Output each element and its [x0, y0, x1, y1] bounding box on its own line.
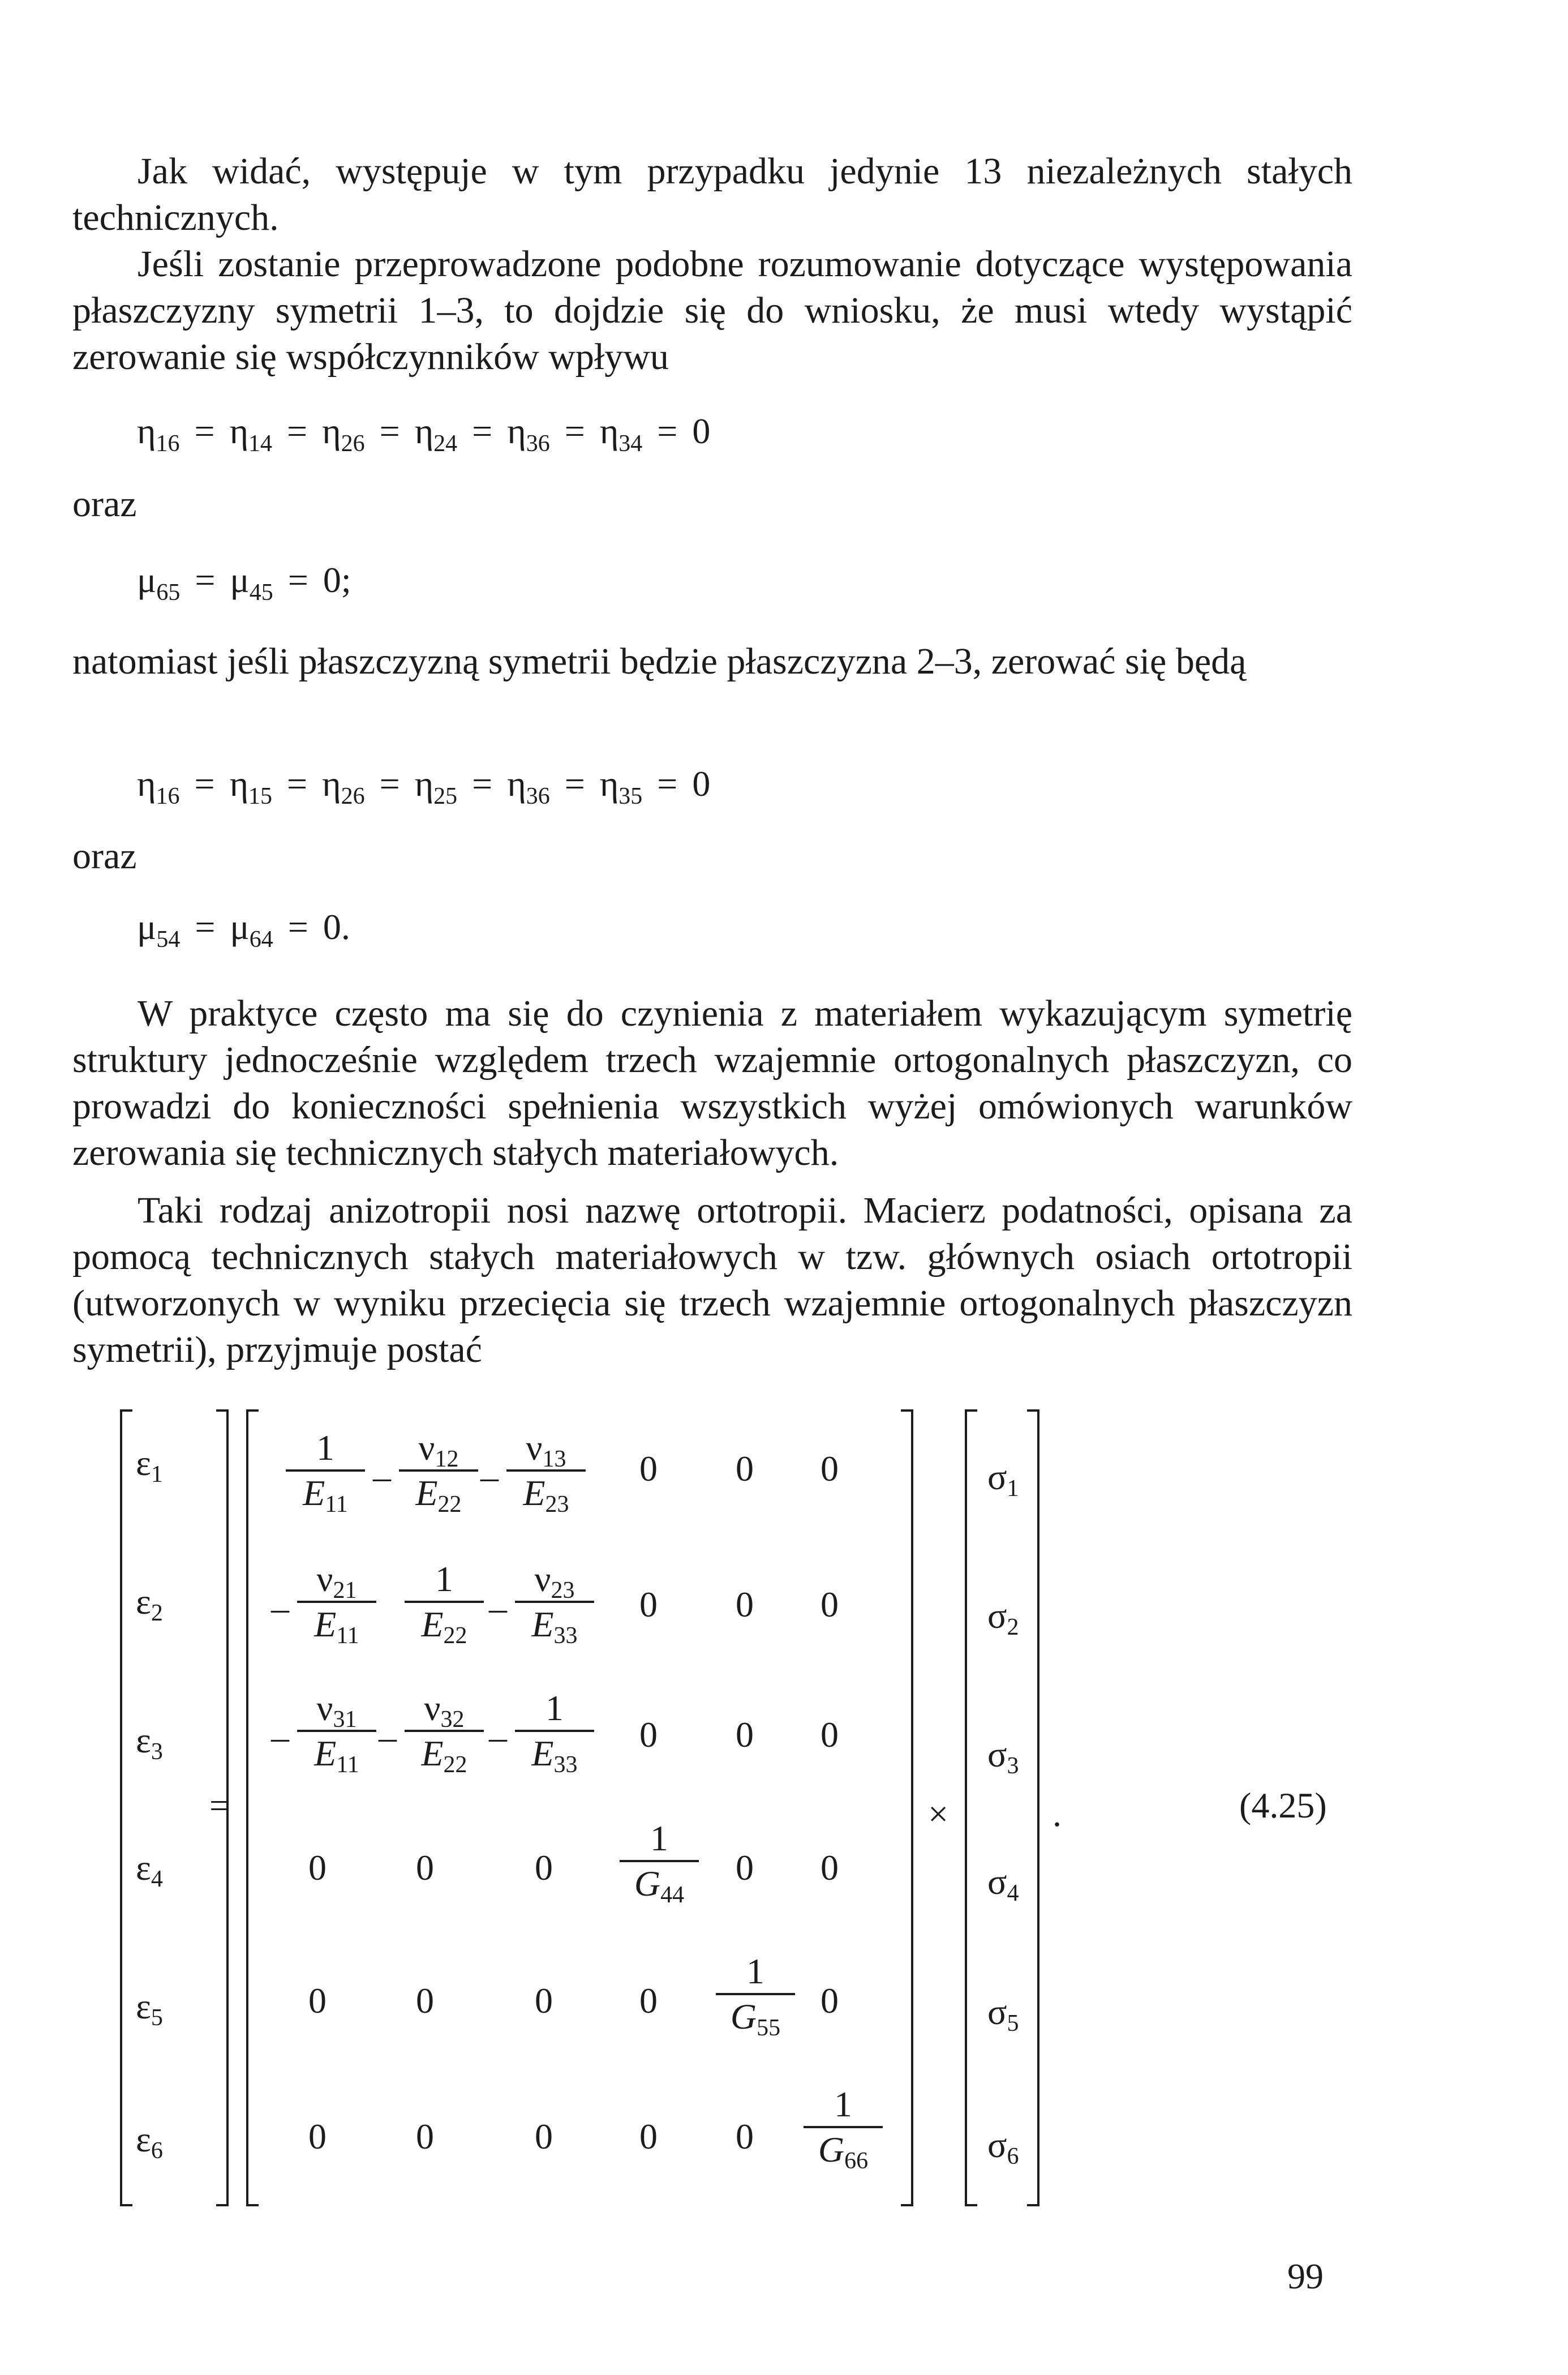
s42-zero: 0: [416, 1847, 434, 1888]
stress-6: $\sigma_6$: [987, 2125, 1019, 2170]
s45-zero: 0: [736, 1847, 754, 1888]
equation-mu-plane-23: $\mu_{54} = \mu_{64} = 0$.: [137, 907, 350, 953]
s61-zero: 0: [308, 2116, 327, 2157]
s14-zero: 0: [639, 1448, 658, 1489]
s31-fraction: – $\nu_{31}$ $E_{11}$: [297, 1687, 376, 1775]
stress-3: $\sigma_3$: [987, 1734, 1019, 1779]
s23-fraction: – $\nu_{23}$ $E_{33}$: [515, 1558, 594, 1646]
s62-zero: 0: [416, 2116, 434, 2157]
paragraph-1: Jak widać, występuje w tym przypadku jedynie 13 niezależnych stałych technicznych.: [72, 151, 1352, 238]
s52-zero: 0: [416, 1980, 434, 2021]
paragraph-3: natomiast jeśli płaszczyzną symetrii będzie płaszczyzna 2–3, zerować się będą: [72, 641, 1247, 682]
stress-vector-right-bracket: [1027, 1409, 1039, 2206]
equals-sign: =: [209, 1785, 230, 1825]
s13-fraction: – $\nu_{13}$ $E_{23}$: [506, 1426, 586, 1515]
trailing-period: .: [1053, 1794, 1062, 1834]
s21-fraction: – $\nu_{21}$ $E_{11}$: [297, 1558, 376, 1646]
s44-fraction: $\frac{1}{G_{44}}$: [620, 1817, 699, 1905]
strain-1: $\varepsilon_1$: [136, 1443, 163, 1487]
equation-number: (4.25): [1239, 1785, 1327, 1825]
equation-mu-plane-13: $\mu_{65} = \mu_{45} = 0$;: [137, 560, 351, 606]
equation-eta-plane-23: $\eta_{16} = \eta_{15} = \eta_{26} = \eta_{25} = \eta_{36} = \eta_{35} = 0$: [137, 764, 711, 809]
compliance-matrix-right-bracket: [901, 1409, 913, 2206]
stress-5: $\sigma_5$: [987, 1992, 1019, 2037]
strain-5: $\varepsilon_5$: [136, 1986, 163, 2031]
s25-zero: 0: [736, 1584, 754, 1624]
s15-zero: 0: [736, 1448, 754, 1489]
s16-zero: 0: [820, 1448, 839, 1489]
s66-fraction: $\frac{1}{G_{66}}$: [804, 2083, 883, 2171]
s33-fraction: – 1 $E_{33}$: [515, 1687, 594, 1775]
times-sign: ×: [928, 1794, 949, 1834]
stress-vector-left-bracket: [965, 1409, 977, 2206]
s56-zero: 0: [820, 1980, 839, 2021]
s55-fraction: $\frac{1}{G_{55}}$: [716, 1950, 795, 2038]
s65-zero: 0: [736, 2116, 754, 2157]
s53-zero: 0: [535, 1980, 553, 2021]
paragraph-5: Taki rodzaj anizotropii nosi nazwę ortotropii. Macierz podatności, opisana za pomocą technicznych stałych materiałowych w tzw. głównych osiach ortotropii (utworzonych w wyniku przecięcia się trzech wzajemnie ortogonalnych płaszczyzn symetrii), przyjmuje postać: [72, 1190, 1352, 1370]
stress-4: $\sigma_4$: [987, 1862, 1019, 1906]
word-oraz-2: oraz: [72, 835, 137, 877]
s26-zero: 0: [820, 1584, 839, 1624]
s64-zero: 0: [639, 2116, 658, 2157]
s63-zero: 0: [535, 2116, 553, 2157]
page-number: 99: [1287, 2256, 1324, 2296]
s51-zero: 0: [308, 1980, 327, 2021]
strain-2: $\varepsilon_2$: [136, 1581, 163, 1626]
strain-6: $\varepsilon_6$: [136, 2119, 163, 2164]
paragraph-4: W praktyce często ma się do czynienia z materiałem wykazującym symetrię struktury jednocześnie względem trzech wzajemnie ortogonalnych płaszczyzn, co prowadzi do konieczności spełnienia wszystkich wyżej omówionych warunków zerowania się technicznych stałych materiałowych.: [72, 993, 1352, 1173]
s46-zero: 0: [820, 1847, 839, 1888]
strain-vector-left-bracket: [120, 1409, 132, 2206]
s35-zero: 0: [736, 1714, 754, 1755]
word-oraz-1: oraz: [72, 483, 137, 525]
s24-zero: 0: [639, 1584, 658, 1624]
compliance-matrix-left-bracket: [246, 1409, 259, 2206]
s36-zero: 0: [820, 1714, 839, 1755]
s54-zero: 0: [639, 1980, 658, 2021]
s34-zero: 0: [639, 1714, 658, 1755]
s41-zero: 0: [308, 1847, 327, 1888]
paragraph-2: Jeśli zostanie przeprowadzone podobne rozumowanie dotyczące występowania płaszczyzny symetrii 1–3, to dojdzie się do wniosku, że musi wtedy wystąpić zerowanie się współczynników wpływu: [72, 243, 1352, 378]
s11-fraction: $\frac{1}{E_{11}}$: [286, 1426, 365, 1515]
stress-1: $\sigma_1$: [987, 1457, 1019, 1502]
strain-4: $\varepsilon_4$: [136, 1847, 163, 1892]
s12-fraction: – $\nu_{12}$ $E_{22}$: [399, 1426, 478, 1515]
s32-fraction: – $\nu_{32}$ $E_{22}$: [405, 1687, 484, 1775]
s43-zero: 0: [535, 1847, 553, 1888]
equation-eta-plane-13: $\eta_{16} = \eta_{14} = \eta_{26} = \eta_{24} = \eta_{36} = \eta_{34} = 0$: [137, 411, 711, 457]
s22-fraction: $\frac{1}{E_{22}}$: [405, 1558, 484, 1646]
strain-3: $\varepsilon_3$: [136, 1720, 163, 1765]
stress-2: $\sigma_2$: [987, 1596, 1019, 1640]
